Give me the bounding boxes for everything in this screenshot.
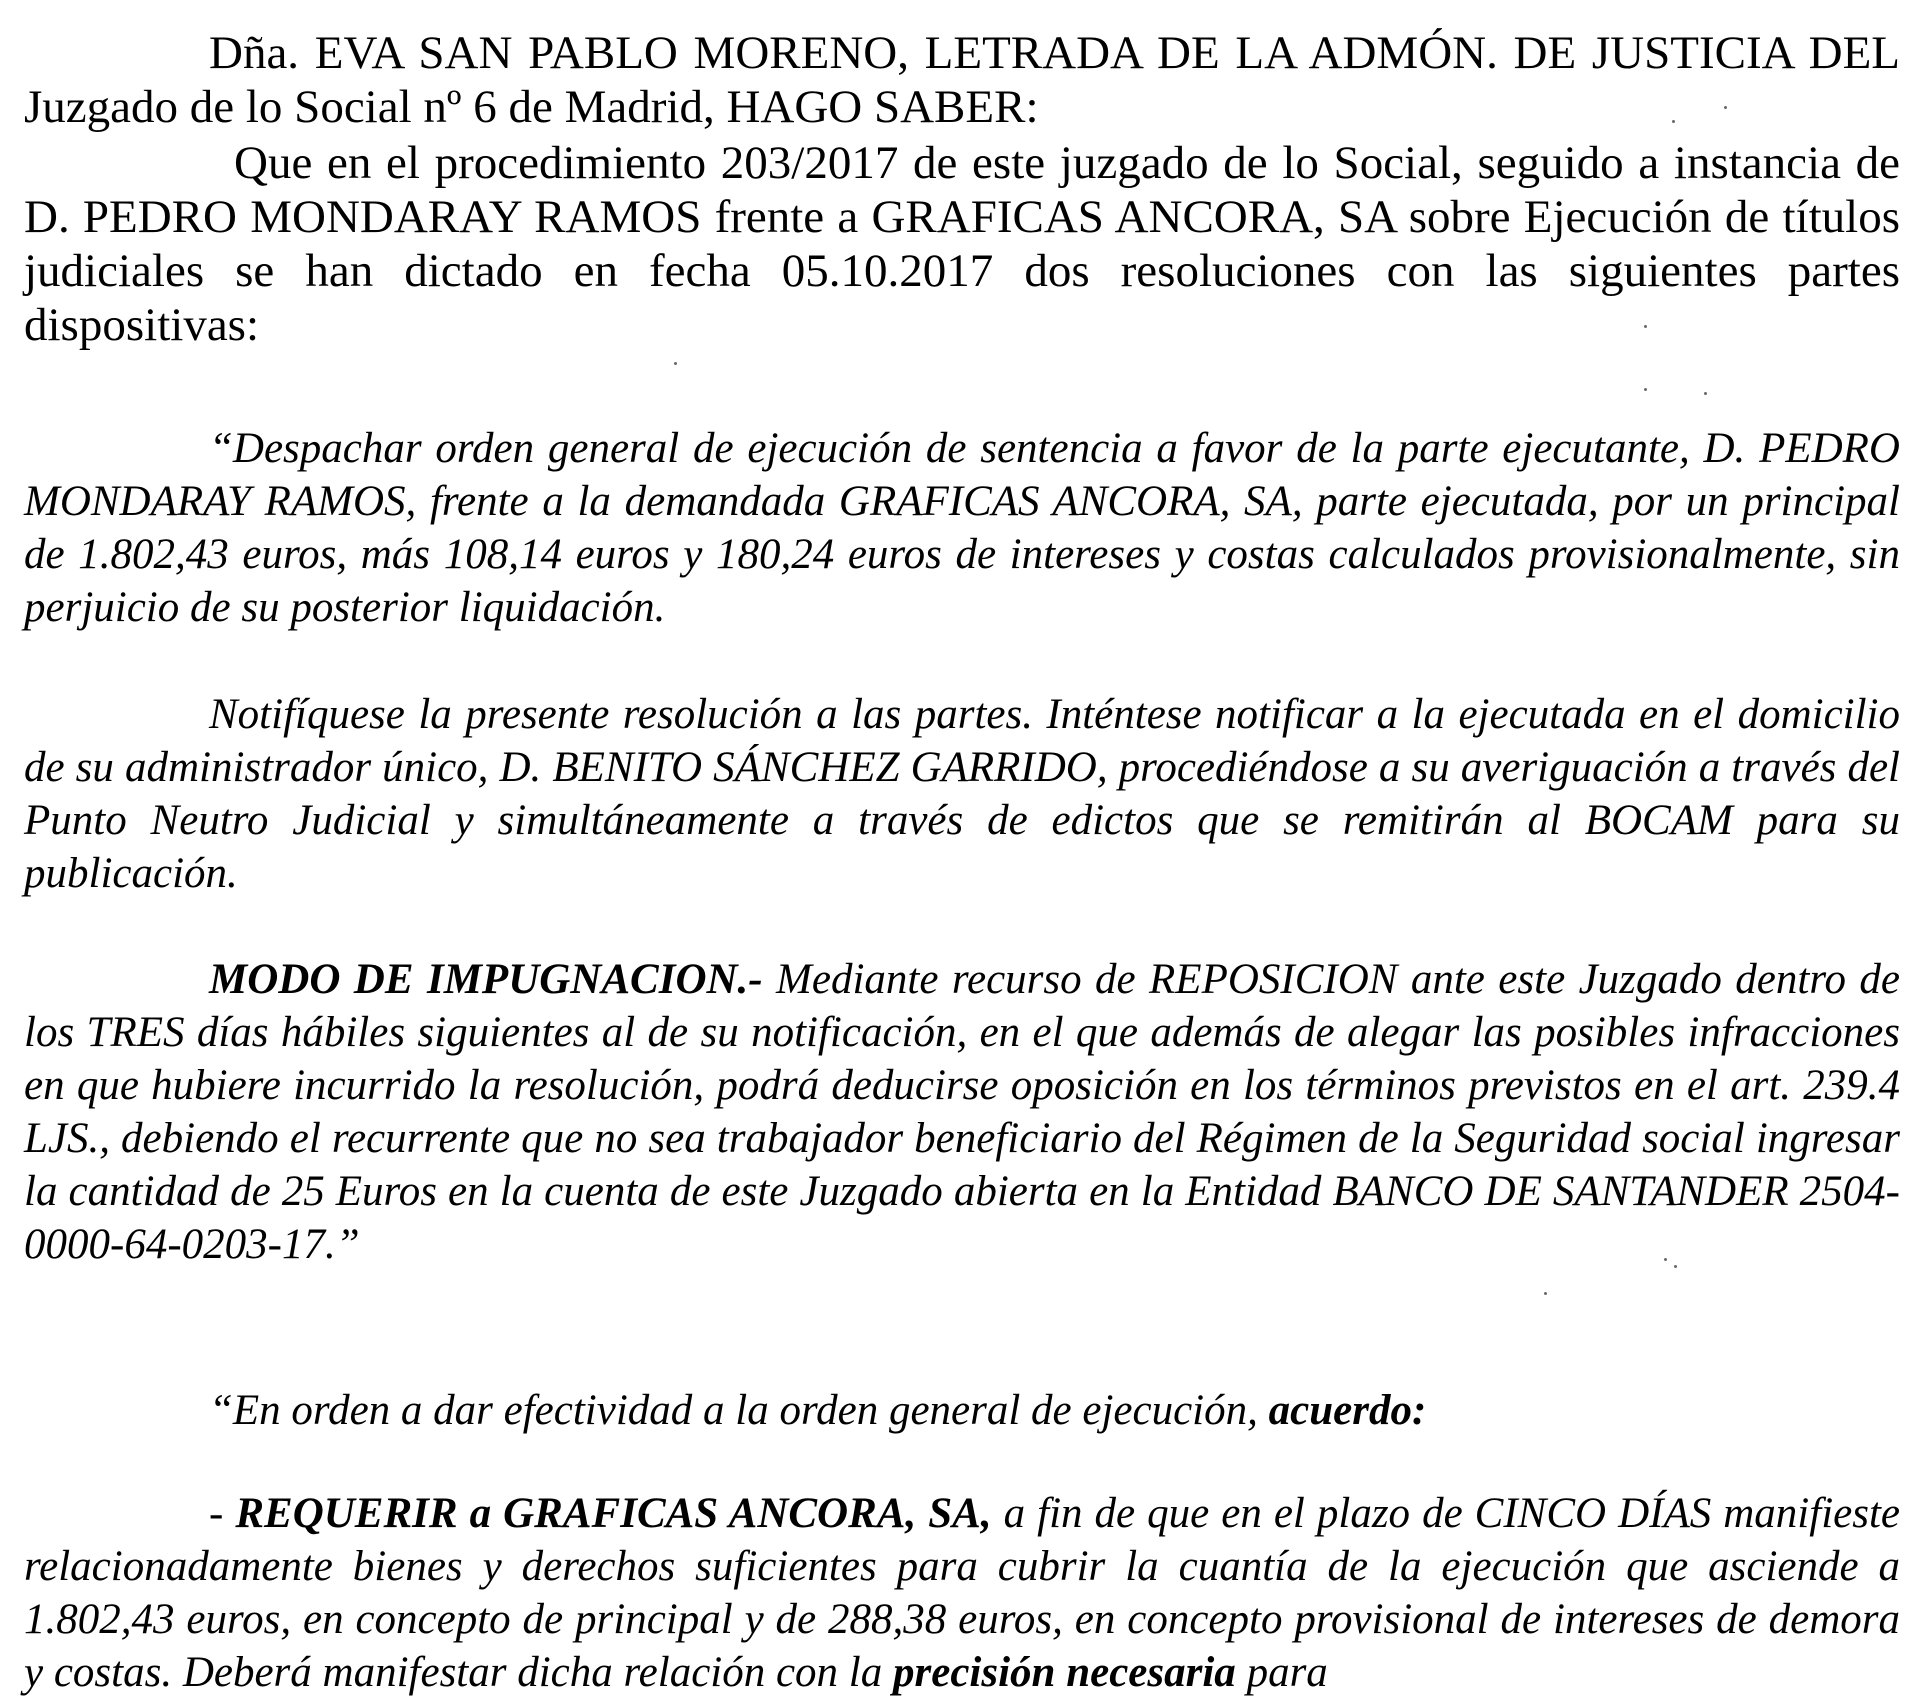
intro-paragraph (24, 26, 1900, 134)
quote-dispatch-order: “Despachar orden general de ejecución de sentencia a favor de la parte ejecutante, D. PEDRO MONDARAY RAMOS, frente a la demandada GRAFICAS ANCORA, SA, parte ejecutada, por un principal de 1.802,43 euros, más 108,14 euros y 180,24 euros de intereses y costas calculados provisionalmente, sin perjuicio de su posterior liquidación. (24, 425, 1900, 631)
quote-impugnation (24, 953, 1900, 1271)
requirement-end: para (1235, 1649, 1328, 1696)
scan-speck (1674, 1265, 1677, 1268)
requirement-heading: REQUERIR a GRAFICAS ANCORA, SA, (235, 1490, 992, 1537)
intro-name: EVA SAN PABLO MORENO, LETRADA DE LA ADMÓN. DE JUSTICIA DEL Juzgado de lo Social nº 6 de Madrid, HAGO SABER: (24, 27, 1900, 133)
quote-agreement (24, 1384, 1900, 1437)
scan-speck (1544, 1292, 1547, 1295)
quote-notification: Notifíquese la presente resolución a las partes. Inténtese notificar a la ejecutada en el domicilio de su administrador único, D. BENITO SÁNCHEZ GARRIDO, procediéndose a su averiguación a través del Punto Neutro Judicial y simultáneamente a través de edictos que se remitirán al BOCAM para su publicación. (24, 691, 1900, 897)
scan-speck (1672, 120, 1675, 123)
quote-requirement (24, 1487, 1900, 1699)
requirement-dash: - (209, 1490, 236, 1537)
agreement-text: “En orden a dar efectividad a la orden general de ejecución, (209, 1387, 1269, 1434)
intro-prefix: Dña. (209, 27, 315, 79)
scan-speck (1704, 392, 1707, 395)
scan-speck (674, 362, 677, 365)
document-page (24, 0, 1900, 1700)
procedure-paragraph: Que en el procedimiento 203/2017 de este juzgado de lo Social, seguido a instancia de D. PEDRO MONDARAY RAMOS frente a GRAFICAS ANCORA, SA sobre Ejecución de títulos judiciales se han dictado en fecha 05.10.2017 dos resoluciones con las siguientes partes dispositivas: (24, 137, 1900, 351)
impugnation-heading: MODO DE IMPUGNACION.- (209, 956, 763, 1003)
agreement-bold: acuerdo: (1268, 1387, 1427, 1434)
scan-speck (1724, 106, 1727, 109)
requirement-bold: precisión necesaria (893, 1649, 1236, 1696)
scan-speck (1664, 1258, 1667, 1261)
scan-speck (1644, 325, 1647, 328)
requirement-body: a fin de que en el plazo de CINCO DÍAS manifieste relacionadamente bienes y derechos suficientes para cubrir la cuantía de la ejecución que asciende a 1.802,43 euros, en concepto de principal y de 288,38 euros, en concepto provisional de intereses de demora y costas. Deberá manifestar dicha relación con la (24, 1490, 1901, 1696)
scan-speck (1644, 388, 1647, 391)
impugnation-body: Mediante recurso de REPOSICION ante este Juzgado dentro de los TRES días hábiles siguientes al de su notificación, en el que además de alegar las posibles infracciones en que hubiere incurrido la resolución, podrá deducirse oposición en los términos previstos en el art. 239.4 LJS., debiendo el recurrente que no sea trabajador beneficiario del Régimen de la Seguridad social ingresar la cantidad de 25 Euros en la cuenta de este Juzgado abierta en la Entidad BANCO DE SANTANDER 2504-0000-64-0203-17.” (24, 956, 1900, 1268)
